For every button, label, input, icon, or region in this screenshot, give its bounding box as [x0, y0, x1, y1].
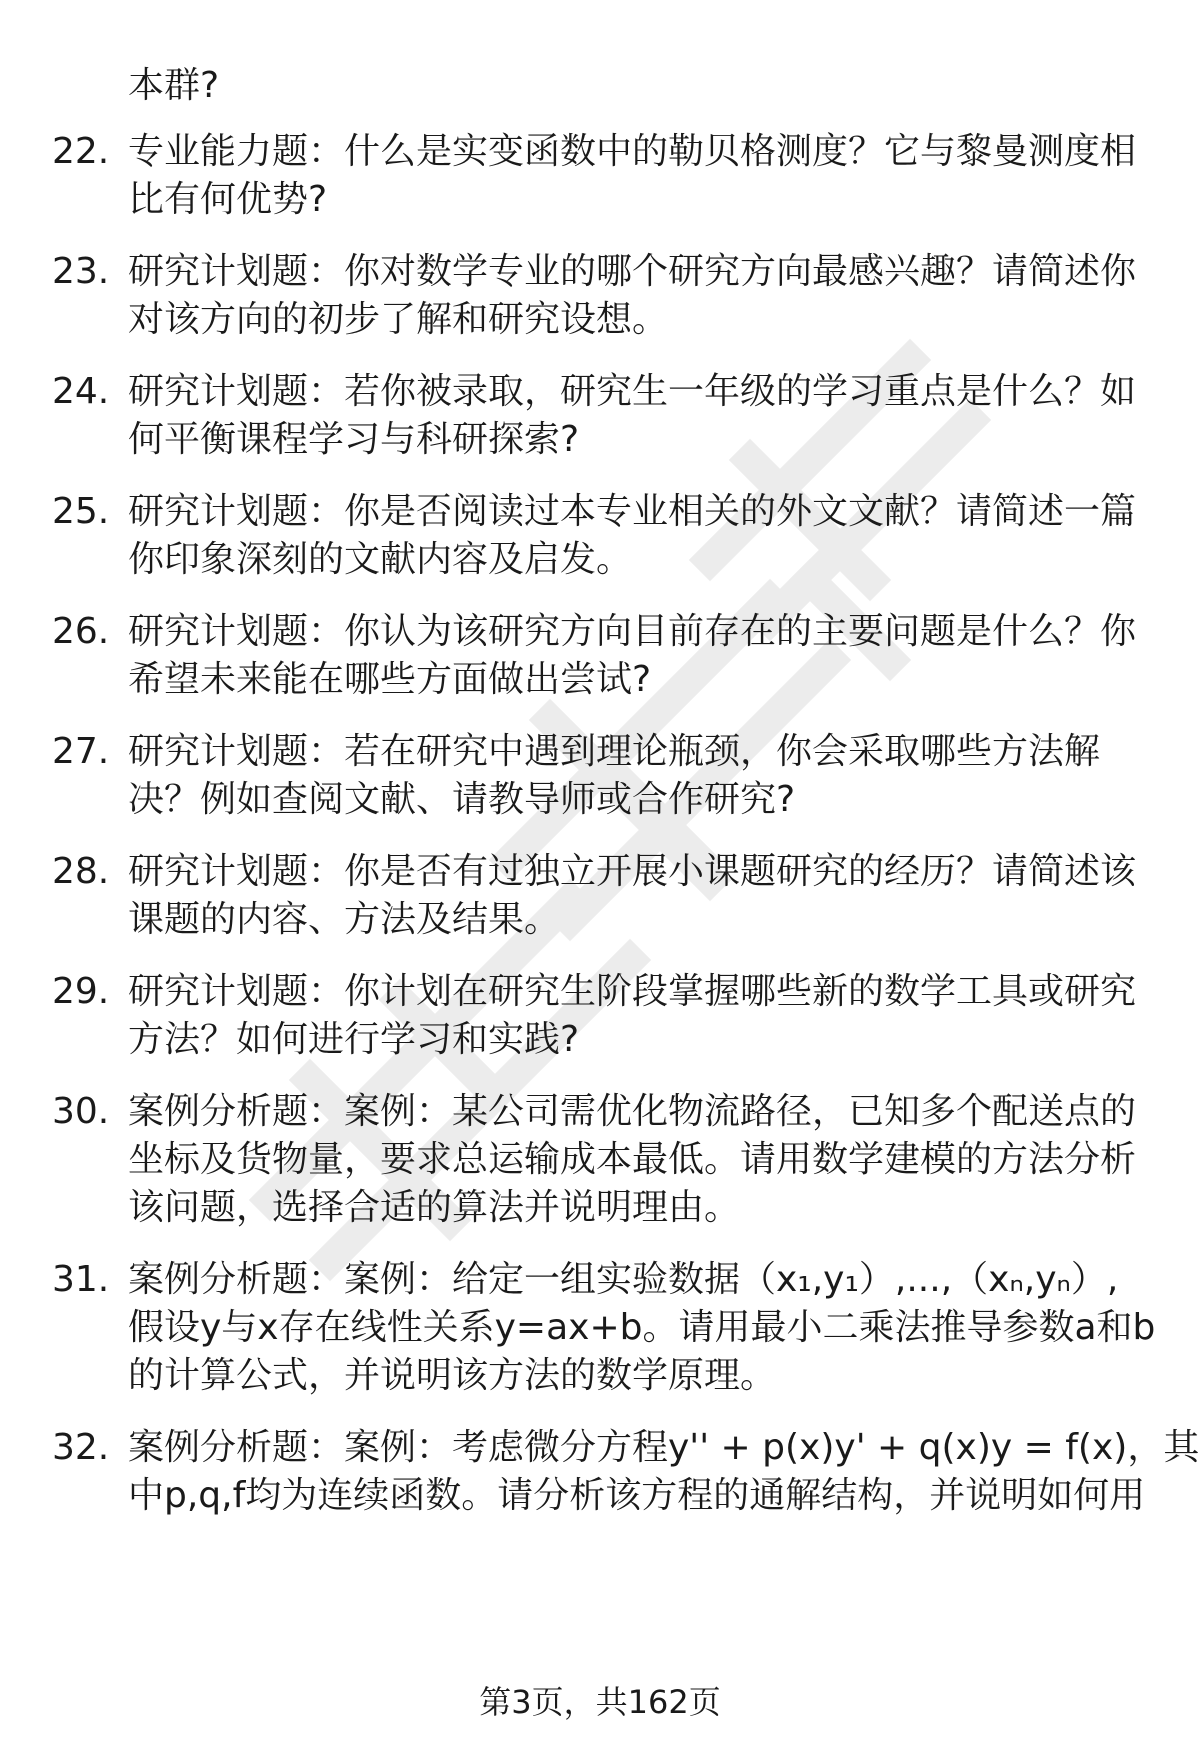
question-text-line: 你印象深刻的文献内容及启发。: [128, 539, 633, 580]
question-text-line: 坐标及货物量，要求总运输成本最低。请用数学建模的方法分析: [128, 1139, 1137, 1180]
question-text-line: 决？例如查阅文献、请教导师或合作研究?: [128, 779, 796, 820]
question-text-line: 案例分析题：案例：考虑微分方程y'' + p(x)y' + q(x)y = f(x)，其: [128, 1427, 1200, 1468]
question-text-line: 研究计划题：你计划在研究生阶段掌握哪些新的数学工具或研究: [128, 971, 1137, 1012]
question-number: 22.: [52, 131, 110, 172]
question-text-line: 对该方向的初步了解和研究设想。: [128, 299, 669, 340]
question-number: 27.: [52, 731, 110, 772]
question-text-line: 假设y与x存在线性关系y=ax+b。请用最小二乘法推导参数a和b: [128, 1307, 1156, 1348]
question-number: 28.: [52, 851, 110, 892]
question-text-line: 该问题，选择合适的算法并说明理由。: [128, 1187, 741, 1228]
question-text-line: 的计算公式，并说明该方法的数学原理。: [128, 1355, 777, 1396]
question-text-line: 课题的内容、方法及结果。: [128, 899, 561, 940]
question-text-line: 希望未来能在哪些方面做出尝试?: [128, 659, 652, 700]
question-text-line: 案例分析题：案例：某公司需优化物流路径，已知多个配送点的: [128, 1091, 1137, 1132]
question-text-line: 何平衡课程学习与科研探索?: [128, 419, 580, 460]
question-number: 23.: [52, 251, 110, 292]
question-text-line: 研究计划题：你认为该研究方向目前存在的主要问题是什么？你: [128, 611, 1137, 652]
question-number: 24.: [52, 371, 110, 412]
question-text-line: 中p,q,f均为连续函数。请分析该方程的通解结构，并说明如何用: [128, 1475, 1146, 1516]
question-text-line: 研究计划题：你对数学专业的哪个研究方向最感兴趣？请简述你: [128, 251, 1137, 292]
question-text-line: 案例分析题：案例：给定一组实验数据（x₁,y₁）,...,（xₙ,yₙ）,: [128, 1259, 1119, 1300]
previous-question-continuation: 本群?: [128, 65, 220, 106]
question-text-line: 研究计划题：你是否有过独立开展小课题研究的经历？请简述该: [128, 851, 1137, 892]
question-number: 25.: [52, 491, 110, 532]
question-text-line: 比有何优势?: [128, 179, 328, 220]
question-number: 30.: [52, 1091, 110, 1132]
question-number: 26.: [52, 611, 110, 652]
question-number: 29.: [52, 971, 110, 1012]
question-text-line: 研究计划题：你是否阅读过本专业相关的外文文献？请简述一篇: [128, 491, 1137, 532]
question-text-line: 专业能力题：什么是实变函数中的勒贝格测度？它与黎曼测度相: [128, 131, 1137, 172]
question-number: 31.: [52, 1259, 110, 1300]
question-number: 32.: [52, 1427, 110, 1468]
question-text-line: 方法？如何进行学习和实践?: [128, 1019, 580, 1060]
page-number-footer: 第3页，共162页: [479, 1683, 721, 1721]
question-text-line: 研究计划题：若在研究中遇到理论瓶颈，你会采取哪些方法解: [128, 731, 1101, 772]
question-text-line: 研究计划题：若你被录取，研究生一年级的学习重点是什么？如: [128, 371, 1137, 412]
